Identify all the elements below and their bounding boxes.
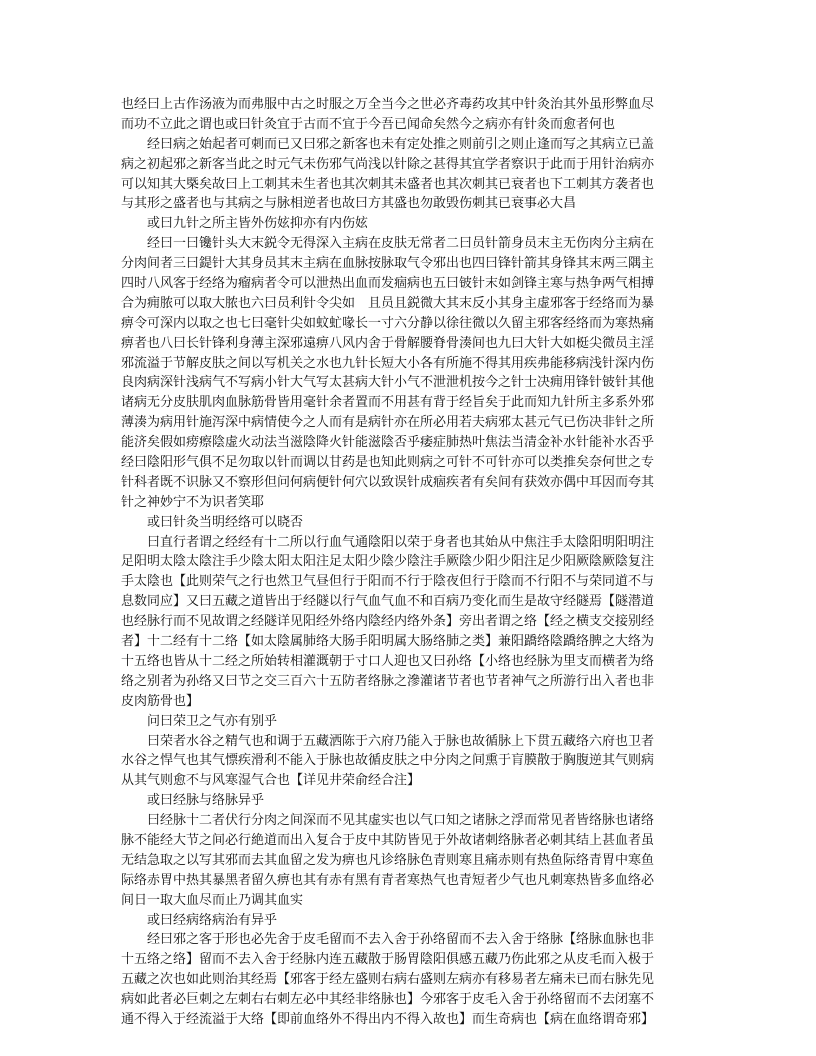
text-line: 足阳明太陰太陰注手少陰太阳太阳注足太阳少陰少陰注手厥陰少阳少阳注足少阳厥陰厥陰复注 bbox=[121, 554, 655, 570]
text-line: 皮肉筋骨也】 bbox=[121, 693, 200, 709]
text-line: 病之初起邪之新客当此之时元气未伤邪气尚浅以针除之甚得其宜学者察识于此而于用针治病亦 bbox=[121, 156, 655, 172]
text-line: 水谷之悍气也其气慓疾滑利不能入于脉也故循皮肤之中分肉之间熏于肓膜散于胸腹逆其气则病 bbox=[121, 753, 655, 769]
text-line: 与其形之盛者也与其病之与脉相逆者也故曰方其盛也勿敢毁伤刺其已衰事必大昌 bbox=[121, 196, 577, 212]
text-line: 经曰陰阳形气俱不足勿取以针而调以甘药是也知此则病之可针不可针亦可以类推矣奈何世之专 bbox=[121, 455, 655, 471]
text-line: 痹者也八曰长针锋利身薄主深邪遠痹八风内舍于骨解腰脊骨湊间也九曰大针大如梃尖微员主淫 bbox=[121, 335, 655, 351]
text-line: 曰经脉十二者伏行分肉之间深而不见其虚实也以气口知之诸脉之浮而常见者皆络脉也诸络 bbox=[147, 813, 655, 829]
text-line: 五藏之次也如此则治其经焉【邪客于经左盛则右病右盛则左病亦有移易者左痛未已而右脉先见 bbox=[121, 972, 655, 988]
text-line: 也经脉行而不见故谓之经隧详见阳经外络内陰经内络外条】旁出者谓之络【经之横支交接别经 bbox=[121, 614, 655, 630]
text-line: 问曰荣卫之气亦有别乎 bbox=[147, 713, 278, 729]
text-line: 良肉病深针浅病气不写病小针大气写太甚病大针小气不泄泄机按今之针士决痈用锋针铍针其他 bbox=[121, 375, 655, 391]
text-line: 无结急取之以写其邪而去其血留之发为痹也凡诊络脉色青则寒且痛赤则有热鱼际络青胃中寒鱼 bbox=[121, 852, 655, 868]
text-line: 曰荣者水谷之精气也和调于五藏洒陈于六府乃能入于脉也故循脉上下贯五藏络六府也卫者 bbox=[147, 733, 655, 749]
text-line: 能济矣假如痨瘵陰虚火动法当滋陰降火针能滋陰否乎痿症肺热叶焦法当清金补水针能补水否乎 bbox=[121, 435, 655, 451]
text-line: 四时八风客于经络为瘤病者令可以泄热出血而发痼病也五曰铍针末如剑锋主寒与热争两气相搏 bbox=[121, 276, 655, 292]
text-line: 合为痈脓可以取大脓也六曰员利针令尖如 且员且鋭微大其末反小其身主虚邪客于经络而为暴 bbox=[121, 295, 655, 311]
text-line: 十五络也皆从十二经之所始转相灌溉朝于寸口人迎也又曰孙络【小络也经脉为里支而横者为络 bbox=[121, 653, 655, 669]
text-line: 经曰一曰镵针头大末鋭令无得深入主病在皮肤无常者二曰员针箭身员末主无伤肉分主病在 bbox=[147, 236, 655, 252]
text-line: 从其气则愈不与风寒湿气合也【详见井荣俞经合注】 bbox=[121, 773, 421, 789]
text-line: 或曰九针之所主皆外伤妶抑亦有内伤妶 bbox=[147, 216, 369, 232]
text-line: 息数同应】又曰五藏之道皆出于经隧以行气血气血不和百病乃变化而生是故守经隧焉【隧潜道 bbox=[121, 594, 655, 610]
text-line: 曰直行者谓之经经有十二所以行血气通陰阳以荣于身者也其始从中焦注手太陰阳明阳明注 bbox=[147, 534, 655, 550]
text-line: 或曰经脉与络脉异乎 bbox=[147, 793, 265, 809]
text-line: 络之别者为孙络又曰节之交三百六十五防者络脉之滲灌诸节者也节者神气之所游行出入者也非 bbox=[121, 673, 655, 689]
text-line: 脉不能经大节之间必行絶道而出入复合于皮中其防皆见于外故诸刺络脉者必刺其结上甚血者虽 bbox=[121, 832, 655, 848]
text-line: 或曰针灸当明经络可以晓否 bbox=[147, 514, 304, 530]
text-line: 或曰经病络病治有异乎 bbox=[147, 912, 278, 928]
text-line: 十五络之络】留而不去入舍于经脉内连五藏散于肠胃陰阳俱感五藏乃伤此邪之从皮毛而入极于 bbox=[121, 952, 655, 968]
text-line: 邪流溢于节解皮肤之间以写机关之水也九针长短大小各有所施不得其用疾弗能移病浅针深内伤 bbox=[121, 355, 655, 371]
text-line: 经曰病之始起者可刺而已又曰邪之新客也未有定处推之则前引之则止逢而写之其病立已盖 bbox=[147, 136, 655, 152]
text-line: 可以知其大槩矣故曰上工刺其未生者也其次刺其未盛者也其次刺其已衰者也下工刺其方袭者也 bbox=[121, 176, 655, 192]
text-line: 者】十二经有十二络【如太陰属肺络大肠手阳明属大肠络肺之类】兼阳蹻络陰蹻络脾之大络为 bbox=[121, 634, 655, 650]
text-line: 痹令可深内以取之也七曰毫针尖如蚊虻喙长一寸六分静以徐往微以久留主邪客经络而为寒热痛 bbox=[121, 315, 655, 331]
text-line: 通不得入于经流溢于大络【即前血络外不得出内不得入故也】而生奇病也【病在血络谓奇邪】 bbox=[121, 1011, 655, 1027]
text-line: 经曰邪之客于形也必先舍于皮毛留而不去入舍于孙络留而不去入舍于络脉【络脉血脉也非 bbox=[147, 932, 655, 948]
document-body bbox=[121, 95, 697, 1030]
text-line: 薄湊为病用针施泻深中病情使今之人而有是病针亦在所必用若夫病邪太甚元气已伤决非针之所 bbox=[121, 415, 655, 431]
text-line: 手太陰也【此则荣气之行也然卫气昼但行于阳而不行于陰夜但行于陰而不行阳不与荣同道不与 bbox=[121, 574, 655, 590]
text-line: 针之神妙宁不为识者笑耶 bbox=[121, 494, 265, 510]
text-line: 际络赤胃中热其暴黑者留久痹也其有赤有黑有青者寒热气也青短者少气也凡刺寒热皆多血络必 bbox=[121, 872, 655, 888]
text-line: 诸病无分皮肤肌肉血脉筋骨皆用毫针余者置而不用甚有背于经旨矣于此而知九针所主多系外邪 bbox=[121, 395, 655, 411]
text-line: 针科者既不识脉又不察形但问何病便针何穴以致误针成痼疾者有矣间有获效亦偶中耳因而夸其 bbox=[121, 474, 655, 490]
text-line: 分肉间者三曰鍉针大其身员其末主病在血脉按脉取气令邪出也四曰锋针箭其身锋其末两三隅主 bbox=[121, 256, 655, 272]
text-line: 也经曰上古作汤液为而弗服中古之时服之万全当今之世必齐毒药攻其中针灸治其外虽形弊血尽 bbox=[121, 97, 655, 112]
text-line: 而功不立此之谓也或曰针灸宜于古而不宜于今吾已闻命矣然今之病亦有针灸而愈者何也 bbox=[121, 116, 616, 132]
text-line: 病如此者必巨刺之左刺右右刺左必中其经非络脉也】今邪客于皮毛入舍于孙络留而不去闭塞不 bbox=[121, 992, 655, 1008]
text-line: 间日一取大血尽而止乃调其血实 bbox=[121, 892, 304, 908]
